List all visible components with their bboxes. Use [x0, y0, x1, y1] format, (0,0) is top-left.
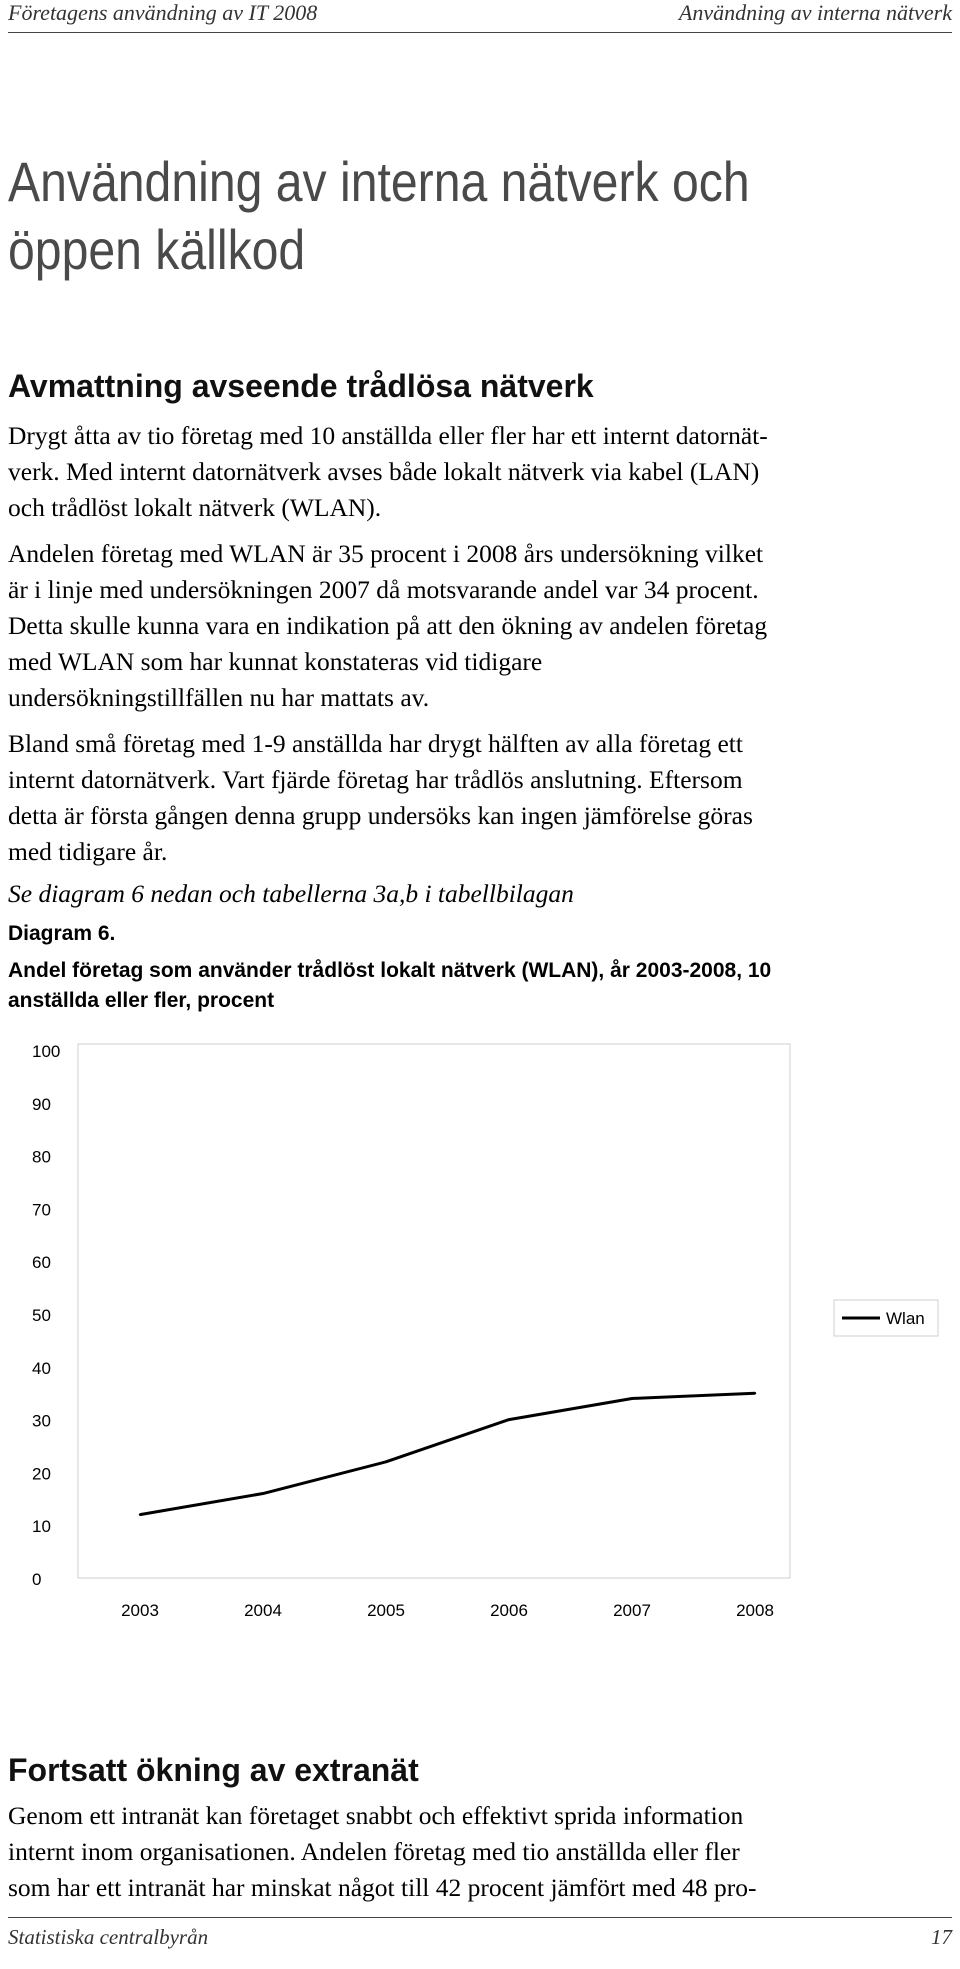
running-header [8, 0, 952, 34]
data-point [139, 1513, 141, 1515]
header-chapter-title: Användning av interna nätverk [678, 0, 952, 25]
header-publication-title: Företagens användning av IT 2008 [8, 0, 318, 25]
y-tick-label: 10 [32, 1517, 51, 1537]
header-divider [8, 32, 952, 33]
wlan-line-chart [0, 1030, 960, 1630]
text-line: Drygt åtta av tio företag med 10 anställda eller fler har ett internt datornät- [8, 421, 768, 450]
x-tick-label: 2005 [367, 1601, 405, 1620]
y-tick-label: 50 [32, 1306, 51, 1325]
paragraph [8, 726, 952, 870]
y-tick-label: 40 [32, 1358, 51, 1378]
y-tick-label: 90 [32, 1094, 51, 1114]
text-line: och trådlöst lokalt nätverk (WLAN). [8, 493, 382, 522]
diagram-title-line: Andel företag som använder trådlöst lokalt nätverk (WLAN), år 2003-2008, 10 [8, 959, 772, 982]
text-line: Bland små företag med 1-9 anställda har drygt hälften av alla företag ett [8, 729, 743, 758]
text-line: internt inom organisationen. Andelen företag med tio anställda eller fler [8, 1837, 740, 1866]
diagram-reference: Se diagram 6 nedan och tabellerna 3a,b i tabellbilagan [8, 879, 574, 908]
data-point [508, 1418, 510, 1420]
footer-divider [8, 1917, 952, 1918]
series-line-wlan [140, 1393, 755, 1514]
x-tick-label: 2004 [244, 1601, 282, 1620]
data-point [631, 1397, 633, 1399]
data-point [754, 1392, 756, 1394]
paragraph [8, 418, 952, 526]
text-line: Genom ett intranät kan företaget snabbt och effektivt sprida information [8, 1801, 744, 1830]
chapter-title-line: öppen källkod [8, 218, 306, 281]
paragraph [8, 1798, 952, 1906]
y-tick-label: 70 [32, 1200, 51, 1220]
chapter-title-line: Användning av interna nätverk och [8, 150, 750, 213]
footer-publisher: Statistiska centralbyrån [8, 1925, 209, 1949]
data-point [262, 1492, 264, 1494]
y-tick-label: 0 [32, 1570, 42, 1589]
y-tick-label: 20 [32, 1464, 51, 1484]
y-tick-label: 60 [32, 1253, 51, 1273]
diagram-title-line: anställda eller fler, procent [8, 989, 275, 1012]
chapter-title [8, 148, 799, 284]
text-line: undersökningstillfällen nu har mattats av. [8, 683, 430, 712]
x-tick-label: 2006 [490, 1601, 528, 1620]
legend-label: Wlan [886, 1309, 925, 1328]
x-tick-label: 2007 [613, 1601, 651, 1620]
text-line: Andelen företag med WLAN är 35 procent i 2008 års undersökning vilket [8, 539, 764, 568]
x-tick-label: 2008 [736, 1601, 774, 1620]
text-line: som har ett intranät har minskat något till 42 procent jämfört med 48 pro- [8, 1873, 757, 1902]
section-heading: Avmattning avseende trådlösa nätverk [8, 368, 594, 404]
plot-area [78, 1044, 790, 1578]
text-line: internt datornätverk. Vart fjärde företag har trådlös anslutning. Eftersom [8, 765, 743, 794]
y-tick-label: 100 [32, 1042, 61, 1061]
y-tick-label: 30 [32, 1411, 51, 1431]
text-line: Detta skulle kunna vara en indikation på att den ökning av andelen företag [8, 611, 768, 640]
diagram-title [8, 956, 948, 1016]
data-point [385, 1461, 387, 1463]
text-line: med WLAN som har kunnat konstateras vid tidigare [8, 647, 543, 676]
text-line: verk. Med internt datornätverk avses både lokalt nätverk via kabel (LAN) [8, 457, 760, 486]
paragraph [8, 536, 952, 716]
y-tick-label: 80 [32, 1147, 51, 1167]
text-line: detta är första gången denna grupp undersöks kan ingen jämförelse göras [8, 801, 753, 830]
text-line: är i linje med undersökningen 2007 då motsvarande andel var 34 procent. [8, 575, 759, 604]
page-number: 17 [931, 1925, 952, 1949]
diagram-number: Diagram 6. [8, 922, 116, 945]
section-heading: Fortsatt ökning av extranät [8, 1752, 419, 1788]
x-tick-label: 2003 [121, 1601, 159, 1620]
text-line: med tidigare år. [8, 837, 168, 866]
